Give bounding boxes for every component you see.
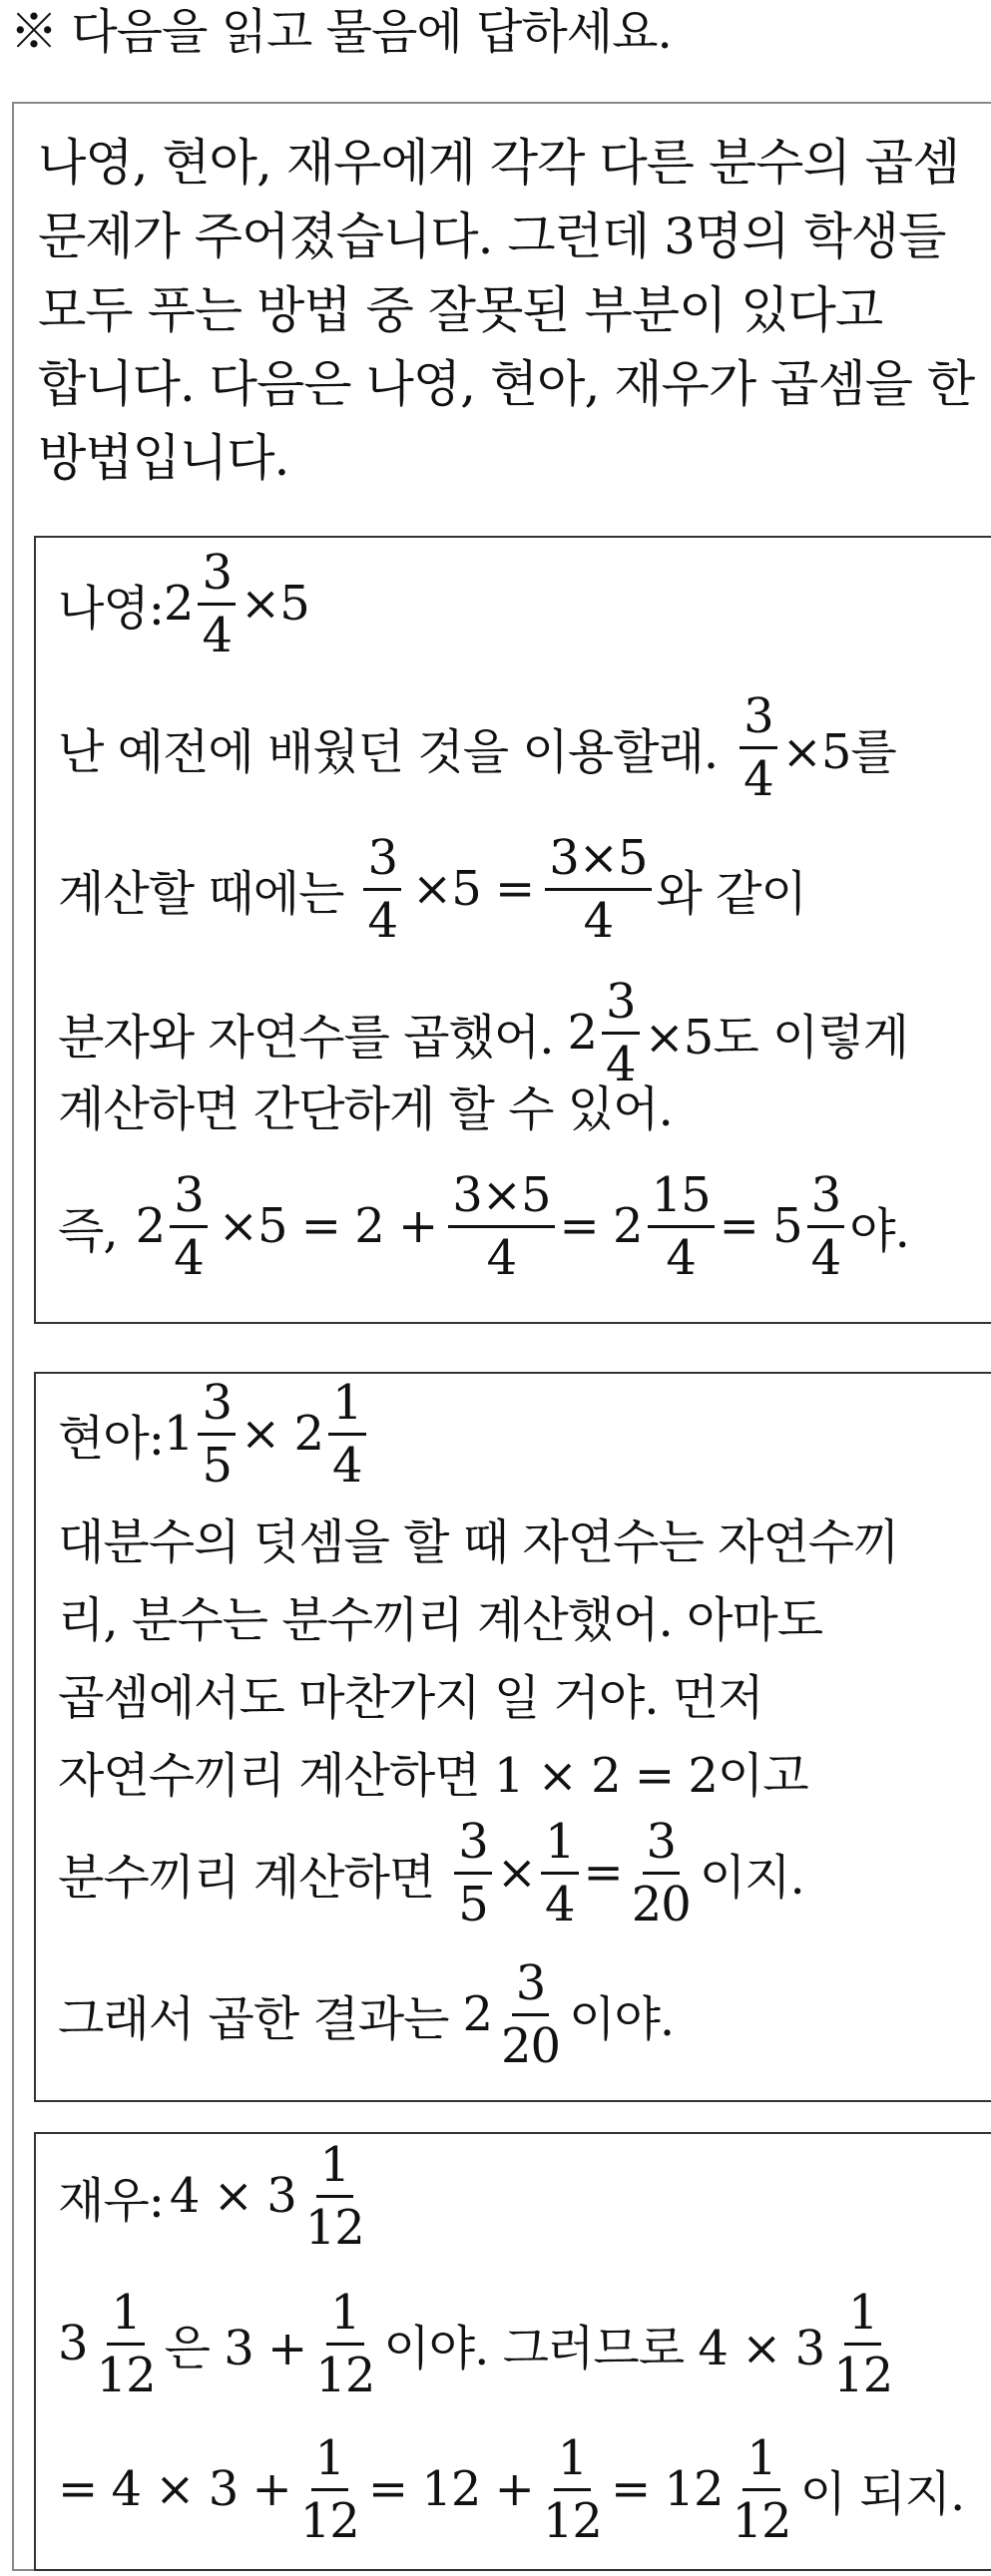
jaewoo-box: [34, 2132, 991, 2571]
fraction: $\frac{1}{12}$: [304, 2136, 364, 2256]
fraction: $\frac{1}{4}$: [541, 1818, 579, 1929]
intro-line: 문제가 주어졌습니다. 그런데 3명의 학생들: [38, 208, 946, 265]
hyuna-title: 현아: 1 $\frac{3}{5}$ × 2 $\frac{1}{4}$: [58, 1374, 371, 1494]
intro-line: 모두 푸는 방법 중 잘못된 부분이 있다고: [38, 281, 883, 339]
hyuna-line-1: 대분수의 덧셈을 할 때 자연수는 자연수끼: [58, 1513, 899, 1570]
hyuna-line-2: 리, 분수는 분수끼리 계산했어. 아마도: [58, 1591, 823, 1648]
hyuna-line-3: 곱셈에서도 마찬가지 일 거야. 먼저: [58, 1669, 763, 1726]
nayoung-line-5: 즉, 2 $\frac{3}{4}$ ×5 = 2 + $\frac{3\times 5}{4}$ = 2 $\frac{15}{4}$ = 5 $\frac{3}{4}$ 야.: [58, 1166, 909, 1286]
jaewoo-line-1: 3 $\frac{1}{12}$ 은 3 + $\frac{1}{12}$ 이야. 그러므로 4 × 3 $\frac{1}{12}$: [58, 2284, 901, 2403]
fraction: $\frac{1}{4}$: [328, 1379, 366, 1490]
nayoung-line-3: 분자와 자연수를 곱했어. 2 $\frac{3}{4}$ ×5도 이렇게: [58, 973, 909, 1092]
fraction: $\frac{1}{12}$: [732, 2429, 791, 2549]
intro-line: 나영, 현아, 재우에게 각각 다른 분수의 곱셈: [38, 134, 960, 192]
fraction: $\frac{3}{5}$: [198, 1379, 236, 1490]
hyuna-line-5: 분수끼리 계산하면 $\frac{3}{5}$ × $\frac{1}{4}$ = $\frac{3}{20}$ 이지.: [58, 1813, 804, 1932]
fraction: $\frac{1}{12}$: [96, 2284, 156, 2403]
problem-intro: [38, 126, 976, 495]
fraction: $\frac{1}{12}$: [833, 2284, 893, 2403]
hyuna-box: [34, 1372, 991, 2102]
nayoung-line-1: 난 예전에 배웠던 것을 이용할래. $\frac{3}{4}$ ×5를: [58, 687, 896, 807]
fraction: $\frac{3}{4}$: [170, 1171, 208, 1282]
nayoung-title: 나영: 2 $\frac{3}{4}$ ×5: [58, 544, 309, 663]
instruction-text: ※ 다음을 읽고 물음에 답하세요.: [10, 4, 672, 60]
fraction: $\frac{1}{12}$: [299, 2429, 359, 2549]
nayoung-line-4: 계산하면 간단하게 할 수 있어.: [58, 1080, 673, 1137]
fraction: $\frac{3\times 5}{4}$: [545, 834, 651, 945]
fraction: $\frac{3\times 5}{4}$: [448, 1171, 554, 1282]
nayoung-box: [34, 536, 991, 1324]
fraction: $\frac{3}{4}$: [198, 549, 236, 659]
intro-line: 방법입니다.: [38, 429, 289, 487]
nayoung-line-2: 계산할 때에는 $\frac{3}{4}$ ×5 = $\frac{3\times 5}{4}$ 와 같이: [58, 829, 806, 949]
fraction: $\frac{3}{5}$: [454, 1818, 492, 1929]
fraction: $\frac{1}{12}$: [315, 2284, 375, 2403]
hyuna-line-4: 자연수끼리 계산하면 1 × 2 = 2이고: [58, 1747, 808, 1804]
fraction: $\frac{1}{12}$: [542, 2429, 602, 2549]
fraction: $\frac{3}{20}$: [501, 1954, 561, 2074]
jaewoo-title: 재우: 4 × 3 $\frac{1}{12}$: [58, 2136, 373, 2256]
fraction: $\frac{15}{4}$: [648, 1171, 715, 1282]
fraction: $\frac{3}{4}$: [740, 692, 777, 803]
fraction: $\frac{3}{4}$: [807, 1171, 845, 1282]
hyuna-line-6: 그래서 곱한 결과는 2 $\frac{3}{20}$ 이야.: [58, 1954, 675, 2074]
intro-line: 합니다. 다음은 나영, 현아, 재우가 곱셈을 한: [38, 355, 975, 413]
fraction: $\frac{3}{20}$: [631, 1813, 691, 1932]
fraction: $\frac{3}{4}$: [363, 834, 401, 945]
fraction: $\frac{3}{4}$: [602, 978, 640, 1088]
jaewoo-line-2: = 4 × 3 + $\frac{1}{12}$ = 12 + $\frac{1}{12}$ = 12 $\frac{1}{12}$ 이 되지.: [58, 2429, 965, 2549]
